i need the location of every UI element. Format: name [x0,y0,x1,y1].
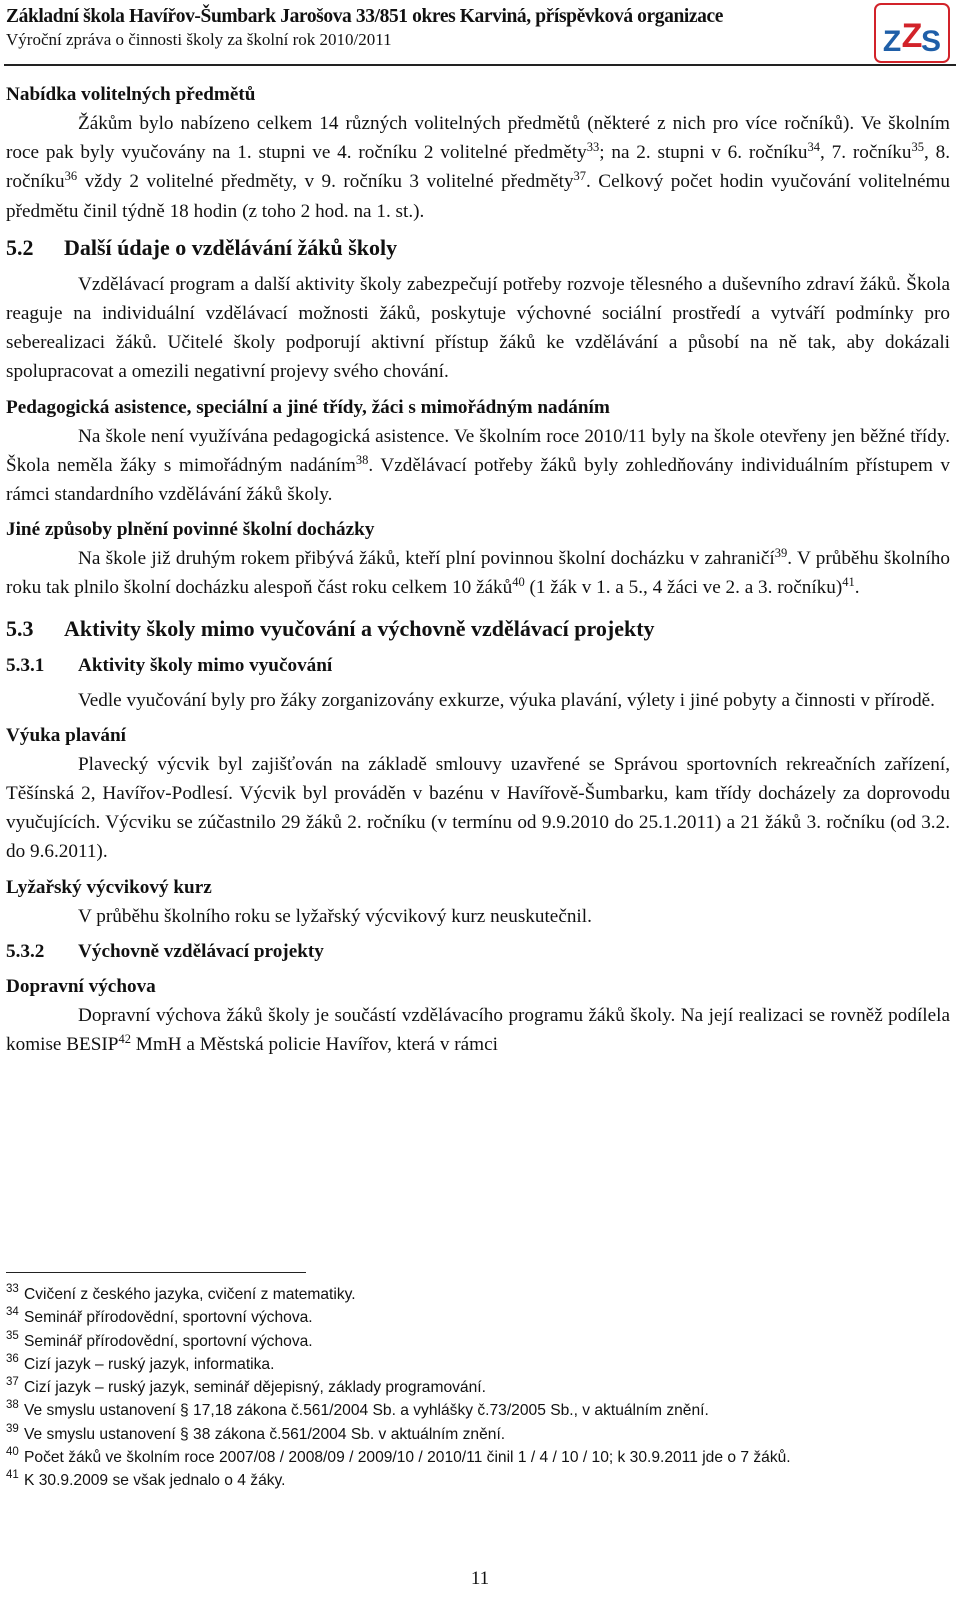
footnote-ref-39: 39 [774,546,788,561]
svg-text:S: S [920,25,942,58]
footnote-41: 41 K 30.9.2009 se však jednalo o 4 žáky. [6,1469,286,1490]
footnote-ref-34: 34 [807,140,820,155]
school-logo [874,3,950,63]
footnote-38: 38 Ve smyslu ustanovení § 17,18 zákona č.561/2004 Sb. a vyhlášky č.73/2005 Sb., v aktuálním znění. [6,1399,709,1420]
footnote-35: 35 Seminář přírodovědní, sportovní výchova. [6,1329,313,1350]
heading-jine-zpusoby: Jiné způsoby plnění povinné školní docházky [6,519,375,541]
footnote-34: 34 Seminář přírodovědní, sportovní výchova. [6,1306,313,1327]
header-report-title: Výroční zpráva o činnosti školy za školní rok 2010/2011 [6,30,392,49]
header-school-name: Základní škola Havířov-Šumbark Jarošova 33/851 okres Karviná, příspěvková organizace [6,6,724,27]
section-5-3-1-heading: 5.3.1 Aktivity školy mimo vyučování [6,654,333,676]
heading-pedagogicka-asistence: Pedagogická asistence, speciální a jiné třídy, žáci s mimořádným nadáním [6,396,610,418]
footnote-ref-36: 36 [64,169,78,184]
footnote-40: 40 Počet žáků ve školním roce 2007/08 / 2008/09 / 2009/10 / 2010/11 činil 1 / 4 / 10 / 10; k 30.9.2011 jde o 7 žáků. [6,1446,791,1467]
paragraph-nabidka: Žákům bylo nabízeno celkem 14 různých volitelných předmětů (některé z nich pro více ročníků). Ve školním roce pak byly vyučovány na 1. stupni ve 4. ročníku 2 volitelné předměty$^{33}$; na 2. stupni v 6. ročníku$^{34}$, 7. ročníku$^{35}$, 8. ročníku$^{36}$ vždy 2 volitelné předměty, v 9. ročníku 3 volitelné předměty$^{37}$. Celkový počet hodin vyučování volitelnému předmětu činil týdně 18 hodin (z toho 2 hod. na 1. st.). [6,113,950,222]
paragraph-lyzarsky-kurz: V průběhu školního roku se lyžařský výcvikový kurz neuskutečnil. [78,905,592,927]
footnote-ref-37: 37 [573,169,587,184]
heading-lyzarsky-kurz: Lyžařský výcvikový kurz [6,876,212,898]
footnote-ref-42: 42 [118,1032,131,1047]
paragraph-vyuka-plavani: Plavecký výcvik byl zajišťován na základě smlouvy uzavřené se Správou sportovních rekreačních zařízení, Těšínská 2, Havířov-Podlesí. Výcvik byl prováděn v bazénu v Havířově-Šumbarku, kam třídy docházely za doprovodu vyučujících. Výcviku se zúčastnilo 29 žáků 2. ročníku (v termínu od 9.9.2010 do 25.1.2011) a 21 žáků 3. ročníku (od 3.2. do 9.6.2011). [6,753,950,863]
footnote-divider [6,1272,306,1273]
footnote-ref-35: 35 [911,140,924,155]
footnote-ref-40: 40 [512,575,525,590]
footnote-36: 36 Cizí jazyk – ruský jazyk, informatika. [6,1352,275,1373]
heading-dopravni-vychova: Dopravní výchova [6,975,156,997]
page-header [6,4,866,51]
paragraph-jine-zpusoby: Na škole již druhým rokem přibývá žáků, kteří plní povinnou školní docházku v zahraničí$^{39}$. V průběhu školního roku tak plnilo školní docházku alespoň část roku celkem 10 žáků$^{40}$ (1 žák v 1. a 5., 4 žáci ve 2. a 3. ročníku)$^{41}$. [6,546,950,599]
section-5-3-2-heading: 5.3.2 Výchovně vzdělávací projekty [6,940,324,962]
page-number: 11 [470,1568,490,1589]
footnote-39: 39 Ve smyslu ustanovení § 38 zákona č.561/2004 Sb. v aktuálním znění. [6,1422,506,1443]
footnote-ref-38: 38 [355,452,369,467]
footnote-33: 33 Cvičení z českého jazyka, cvičení z matematiky. [6,1283,356,1303]
footnote-ref-33: 33 [586,140,600,155]
heading-vyuka-plavani: Výuka plavání [6,724,126,746]
footnote-37: 37 Cizí jazyk – ruský jazyk, seminář dějepisný, základy programování. [6,1376,486,1397]
footnote-ref-41: 41 [842,575,855,590]
document-body [6,80,950,1059]
svg-text:Z: Z [882,25,902,58]
header-divider [4,64,956,66]
heading-nabidka: Nabídka volitelných předmětů [6,84,256,105]
section-5-3-heading: 5.3 Aktivity školy mimo vyučování a výchovně vzdělávací projekty [6,615,655,641]
paragraph-pedagogicka-asistence: Na škole není využívána pedagogická asistence. Ve školním roce 2010/11 byly na škole otevřeny jen běžné třídy. Škola neměla žáky s mimořádným nadáním$^{38}$. Vzdělávací potřeby žáků byly zohledňovány individuálním přístupem v rámci standardního vzdělávání žáků školy. [6,425,950,506]
footnotes [6,1283,950,1493]
paragraph-5-2: Vzdělávací program a další aktivity školy zabezpečují potřeby rozvoje tělesného a duševního zdraví žáků. Škola reaguje na individuální vzdělávací možnosti žáků, poskytuje výchovné sociální prostředí a vytváří podmínky pro seberealizaci žáků. Učitelé školy podporují aktivní přístup žáků ke vzdělávání a působí na ně tak, aby dokázali spolupracovat a omezili negativní projevy svého chování. [6,273,950,383]
svg-text:Z: Z [901,17,923,55]
section-5-2-heading: 5.2 Další údaje o vzdělávání žáků školy [6,234,398,260]
paragraph-dopravni-vychova: Dopravní výchova žáků školy je součástí vzdělávacího programu žáků školy. Na její realizaci se rovněž podílela komise BESIP$^{42}$ MmH a Městská policie Havířov, která v rámci [6,1004,950,1056]
paragraph-5-3-1: Vedle vyučování byly pro žáky zorganizovány exkurze, výuka plavání, výlety i jiné pobyty a činnosti v přírodě. [78,689,935,711]
